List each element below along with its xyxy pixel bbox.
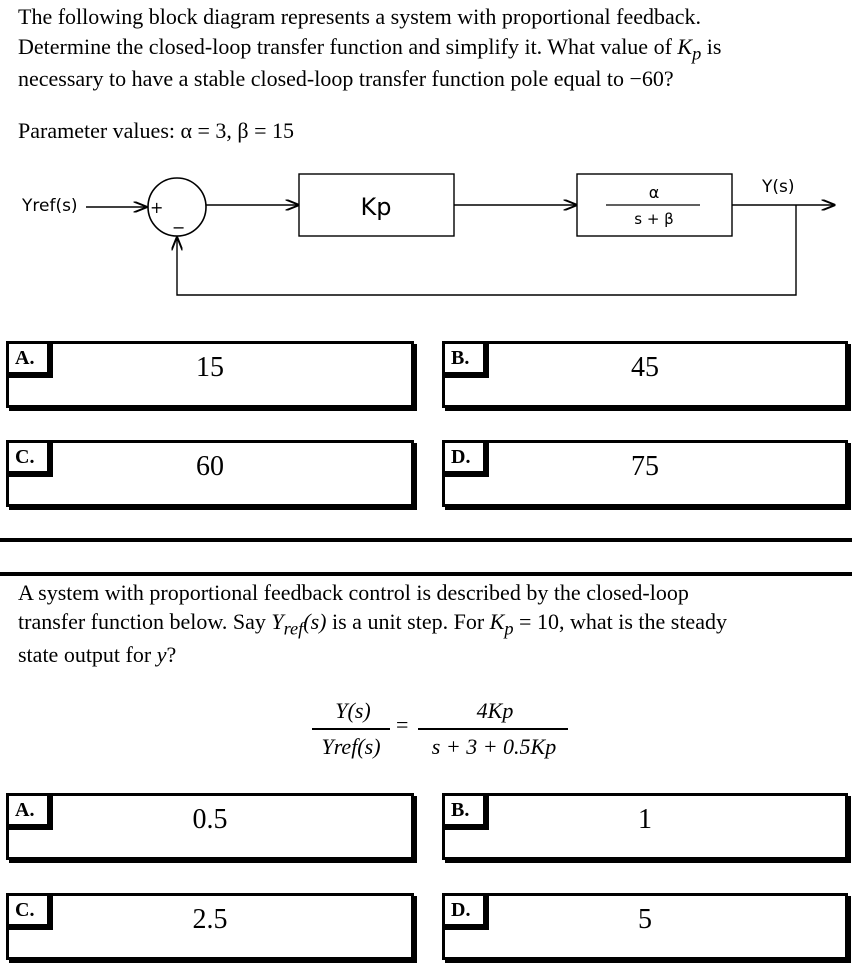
minus-sign: − — [172, 218, 186, 237]
tf-left-denominator: Yref(s) — [321, 734, 381, 759]
option-value: 1 — [638, 804, 652, 835]
option-b-q2[interactable] — [442, 793, 848, 860]
option-c-q2[interactable] — [6, 893, 414, 960]
option-value: 60 — [196, 451, 224, 482]
controller-label: Kp — [360, 193, 392, 221]
option-letter: C. — [6, 893, 50, 927]
section-divider-bottom — [0, 572, 852, 576]
plus-sign: + — [150, 198, 164, 217]
tf-right-numerator: 4Kp — [476, 698, 514, 723]
tf-right-denominator: s + 3 + 0.5Kp — [431, 734, 557, 759]
option-value: 75 — [631, 451, 659, 482]
option-value: 5 — [638, 904, 652, 935]
question-1-line-3: necessary to have a stable closed-loop transfer function pole equal to −60? — [18, 66, 674, 91]
option-value: 45 — [631, 352, 659, 383]
option-d-q1[interactable] — [442, 440, 848, 507]
feedback-path — [177, 205, 796, 295]
option-a-q2[interactable] — [6, 793, 414, 860]
option-letter: A. — [6, 793, 50, 827]
tf-equals: = — [396, 712, 409, 737]
option-letter: D. — [442, 440, 486, 474]
option-value: 15 — [196, 352, 224, 383]
question-1-line-1: The following block diagram represents a system with proportional feedback. — [18, 4, 702, 29]
block-diagram — [0, 165, 852, 305]
output-label: Y(s) — [762, 177, 795, 197]
question-2-line-1: A system with proportional feedback control is described by the closed-loop — [18, 580, 689, 605]
question-2-line-3: state output for y? — [18, 642, 177, 667]
plant-numerator: α — [648, 183, 660, 202]
parameter-values: Parameter values: α = 3, β = 15 — [18, 118, 295, 143]
input-label: Yref(s) — [22, 196, 78, 216]
option-c-q1[interactable] — [6, 440, 414, 507]
option-letter: B. — [442, 793, 486, 827]
option-value: 0.5 — [192, 804, 228, 835]
question-2-line-2: transfer function below. Say $Y_{ref}(s)$ is a unit step. For $K_p = 10$, what is the steady — [18, 609, 727, 639]
option-d-q2[interactable] — [442, 893, 848, 960]
tf-right-bar — [418, 728, 568, 730]
section-divider-top — [0, 538, 852, 542]
option-letter: C. — [6, 440, 50, 474]
option-letter: A. — [6, 341, 50, 375]
tf-left-numerator: Y(s) — [335, 698, 371, 723]
option-letter: D. — [442, 893, 486, 927]
plant-denominator: s + β — [634, 210, 674, 228]
tf-left-bar — [312, 728, 390, 730]
option-letter: B. — [442, 341, 486, 375]
option-value: 2.5 — [192, 904, 228, 935]
option-a-q1[interactable] — [6, 341, 414, 408]
option-b-q1[interactable] — [442, 341, 848, 408]
question-1-line-2: Determine the closed-loop transfer function and simplify it. What value of $K_p$ is — [18, 34, 722, 64]
